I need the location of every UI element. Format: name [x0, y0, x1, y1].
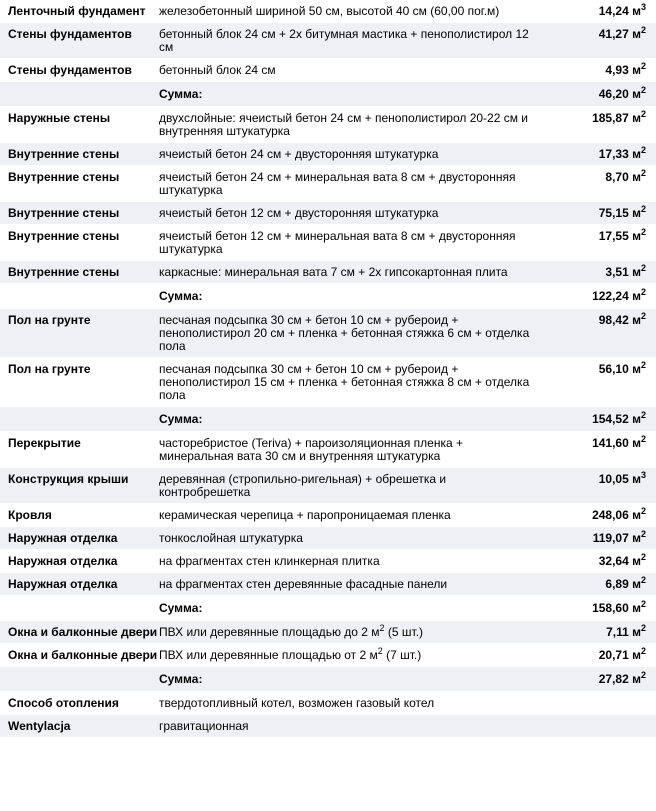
element-name: Пол на грунте: [0, 309, 157, 358]
value-text: 122,24 м: [592, 289, 641, 303]
element-value: [547, 202, 656, 225]
value-text: 141,60 м: [592, 436, 641, 450]
element-name: Перекрытие: [0, 432, 157, 468]
element-value: [547, 692, 656, 715]
description-tail: (7 шт.): [382, 648, 422, 662]
description-text: часторебристое (Teriva) + пароизоляционная пленка + минеральная вата 30 см и внутренняя штукатурка: [159, 436, 463, 463]
description-text: двухслойные: ячеистый бетон 24 см + пенополистирол 20-22 см и внутренняя штукатурка: [159, 111, 529, 138]
sum-label: [157, 82, 547, 107]
table-row: [0, 573, 656, 596]
element-value: [547, 621, 656, 644]
unit-exponent: 2: [640, 623, 646, 633]
value-text: 27,82 м: [598, 672, 641, 686]
value-text: 6,89 м: [605, 577, 641, 591]
element-value: [547, 468, 656, 504]
element-value: [547, 573, 656, 596]
sum-label: [157, 667, 547, 692]
element-description: [157, 261, 547, 284]
unit-exponent: 2: [640, 552, 646, 562]
unit-exponent: 2: [640, 109, 646, 119]
description-text: твердотопливный котел, возможен газовый котел: [159, 696, 435, 710]
sum-row: [0, 82, 656, 107]
element-value: [547, 407, 656, 432]
element-description: [157, 527, 547, 550]
description-text: бетонный блок 24 см: [159, 63, 276, 77]
value-text: 17,33 м: [598, 147, 641, 161]
description-text: Сумма:: [159, 289, 203, 303]
element-value: [547, 82, 656, 107]
value-text: 119,07 м: [592, 531, 641, 545]
description-text: Сумма:: [159, 601, 203, 615]
table-row: [0, 107, 656, 143]
unit-exponent: 2: [640, 599, 646, 609]
element-name: [0, 82, 157, 107]
value-text: 98,42 м: [598, 313, 641, 327]
table-row: [0, 358, 656, 407]
element-value: [547, 596, 656, 621]
element-name: Wentylacja: [0, 715, 157, 738]
element-description: [157, 202, 547, 225]
description-text: на фрагментах стен деревянные фасадные панели: [159, 577, 448, 591]
description-superscript: 2: [377, 646, 383, 656]
value-text: 75,15 м: [598, 206, 641, 220]
table-row: [0, 143, 656, 166]
element-name: Наружная отделка: [0, 527, 157, 550]
description-text: ячеистый бетон 24 см + двусторонняя штукатурка: [159, 147, 439, 161]
unit-exponent: 2: [640, 263, 646, 273]
value-text: 32,64 м: [598, 554, 641, 568]
unit-exponent: 2: [640, 227, 646, 237]
value-text: 20,71 м: [598, 648, 641, 662]
table-row: [0, 225, 656, 261]
value-text: 158,60 м: [592, 601, 641, 615]
description-text: песчаная подсыпка 30 см + бетон 10 см + рубероид + пенополистирол 15 см + пленка + бетонная стяжка 8 см + отделка пола: [159, 362, 530, 402]
description-tail: (5 шт.): [384, 625, 424, 639]
value-text: 7,11 м: [606, 625, 641, 639]
description-text: на фрагментах стен клинкерная плитка: [159, 554, 380, 568]
element-value: [547, 0, 656, 23]
sum-row: [0, 667, 656, 692]
description-text: гравитационная: [159, 719, 249, 733]
element-description: [157, 166, 547, 202]
element-description: [157, 309, 547, 358]
description-text: Сумма:: [159, 412, 203, 426]
description-text: Сумма:: [159, 87, 203, 101]
sum-row: [0, 596, 656, 621]
element-name: Кровля: [0, 504, 157, 527]
element-name: Внутренние стены: [0, 202, 157, 225]
description-text: керамическая черепица + паропроницаемая пленка: [159, 508, 451, 522]
table-row: [0, 23, 656, 59]
sum-row: [0, 284, 656, 309]
element-value: [547, 143, 656, 166]
table-row: [0, 550, 656, 573]
value-text: 3,51 м: [605, 265, 641, 279]
element-value: [547, 225, 656, 261]
element-name: Стены фундаментов: [0, 23, 157, 59]
description-text: ячеистый бетон 12 см + минеральная вата 8 см + двусторонняя штукатурка: [159, 229, 516, 256]
value-text: 17,55 м: [598, 229, 641, 243]
element-name: Пол на грунте: [0, 358, 157, 407]
element-value: [547, 166, 656, 202]
element-name: Наружная отделка: [0, 573, 157, 596]
element-value: [547, 309, 656, 358]
value-text: 10,05 м: [598, 472, 641, 486]
element-description: [157, 0, 547, 23]
description-text: деревянная (стропильно-ригельная) + обрешетка и контробрешетка: [159, 472, 447, 499]
unit-exponent: 2: [640, 670, 646, 680]
element-name: Наружная отделка: [0, 550, 157, 573]
unit-exponent: 2: [640, 204, 646, 214]
element-name: Стены фундаментов: [0, 59, 157, 82]
element-value: [547, 261, 656, 284]
description-text: железобетонный шириной 50 см, высотой 40 см (60,00 пог.м): [159, 4, 500, 18]
sum-label: [157, 284, 547, 309]
sum-label: [157, 596, 547, 621]
element-value: [547, 107, 656, 143]
value-text: 185,87 м: [592, 111, 641, 125]
element-name: Конструкция крыши: [0, 468, 157, 504]
element-description: [157, 23, 547, 59]
value-text: 46,20 м: [598, 87, 641, 101]
element-value: [547, 715, 656, 738]
element-name: Внутренние стены: [0, 166, 157, 202]
table-row: [0, 692, 656, 715]
element-name: [0, 667, 157, 692]
element-value: [547, 59, 656, 82]
unit-exponent: 2: [640, 287, 646, 297]
table-row: [0, 432, 656, 468]
table-row: [0, 621, 656, 644]
element-name: [0, 596, 157, 621]
value-text: 154,52 м: [592, 412, 641, 426]
element-value: [547, 644, 656, 667]
table-row: [0, 0, 656, 23]
element-description: [157, 143, 547, 166]
description-text: бетонный блок 24 см + 2x битумная мастика + пенополистирол 12 см: [159, 27, 529, 54]
table-row: [0, 202, 656, 225]
element-description: [157, 573, 547, 596]
element-description: [157, 644, 547, 667]
value-text: 41,27 м: [598, 27, 641, 41]
element-description: [157, 358, 547, 407]
table-row: [0, 166, 656, 202]
element-name: Окна и балконные двери: [0, 621, 157, 644]
table-row: [0, 309, 656, 358]
element-description: [157, 550, 547, 573]
element-description: [157, 59, 547, 82]
unit-exponent: 3: [640, 470, 646, 480]
description-text: тонкослойная штукатурка: [159, 531, 303, 545]
table-row: [0, 504, 656, 527]
element-name: Внутренние стены: [0, 261, 157, 284]
table-row: [0, 59, 656, 82]
sum-row: [0, 407, 656, 432]
element-value: [547, 667, 656, 692]
element-name: Внутренние стены: [0, 143, 157, 166]
unit-exponent: 2: [640, 434, 646, 444]
element-name: [0, 407, 157, 432]
unit-exponent: 2: [640, 85, 646, 95]
element-value: [547, 504, 656, 527]
unit-exponent: 2: [640, 145, 646, 155]
value-text: 248,06 м: [592, 508, 641, 522]
description-text: песчаная подсыпка 30 см + бетон 10 см + рубероид + пенополистирол 20 см + пленка + бетонная стяжка 6 см + отделка пола: [159, 313, 530, 353]
unit-exponent: 2: [640, 311, 646, 321]
value-text: 56,10 м: [598, 362, 641, 376]
description-text: ячеистый бетон 12 см + двусторонняя штукатурка: [159, 206, 439, 220]
description-text: ПВХ или деревянные площадью от 2 м: [159, 648, 378, 662]
unit-exponent: 2: [640, 168, 646, 178]
unit-exponent: 2: [640, 25, 646, 35]
element-description: [157, 692, 547, 715]
value-text: 4,93 м: [605, 63, 641, 77]
unit-exponent: 2: [640, 410, 646, 420]
element-name: Наружные стены: [0, 107, 157, 143]
unit-exponent: 2: [640, 529, 646, 539]
element-value: [547, 284, 656, 309]
unit-exponent: 2: [640, 506, 646, 516]
table-row: [0, 715, 656, 738]
description-text: ячеистый бетон 24 см + минеральная вата 8 см + двусторонняя штукатурка: [159, 170, 516, 197]
element-value: [547, 550, 656, 573]
value-text: 8,70 м: [605, 170, 641, 184]
element-value: [547, 527, 656, 550]
element-description: [157, 715, 547, 738]
element-value: [547, 23, 656, 59]
element-description: [157, 107, 547, 143]
element-description: [157, 432, 547, 468]
description-text: каркасные: минеральная вата 7 см + 2x гипсокартонная плита: [159, 265, 508, 279]
table-row: [0, 644, 656, 667]
element-description: [157, 468, 547, 504]
element-description: [157, 225, 547, 261]
table-row: [0, 468, 656, 504]
unit-exponent: 2: [640, 360, 646, 370]
element-description: [157, 504, 547, 527]
element-name: Способ отопления: [0, 692, 157, 715]
sum-label: [157, 407, 547, 432]
element-value: [547, 358, 656, 407]
unit-exponent: 2: [640, 61, 646, 71]
description-text: Сумма:: [159, 672, 203, 686]
unit-exponent: 2: [640, 646, 646, 656]
unit-exponent: 3: [640, 2, 646, 12]
element-name: Окна и балконные двери: [0, 644, 157, 667]
description-text: ПВХ или деревянные площадью до 2 м: [159, 625, 380, 639]
description-superscript: 2: [379, 623, 385, 633]
element-name: Внутренние стены: [0, 225, 157, 261]
table-row: [0, 261, 656, 284]
table-row: [0, 527, 656, 550]
element-value: [547, 432, 656, 468]
element-name: [0, 284, 157, 309]
element-description: [157, 621, 547, 644]
value-text: 14,24 м: [598, 4, 641, 18]
unit-exponent: 2: [640, 575, 646, 585]
element-name: Ленточный фундамент: [0, 0, 157, 23]
